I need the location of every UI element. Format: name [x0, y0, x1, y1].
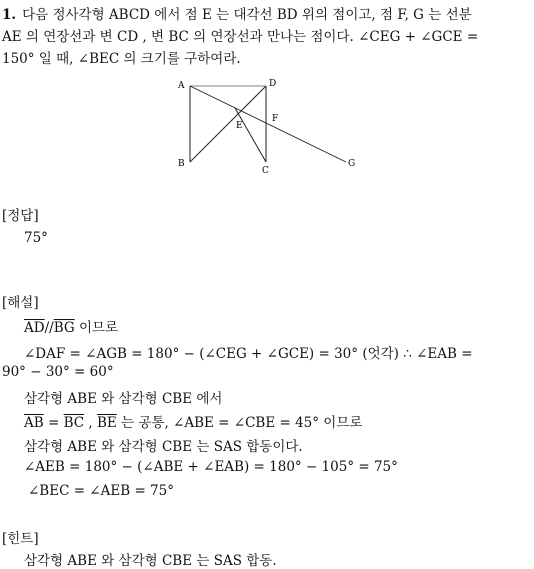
solution-line-5-tail: 는 공통, ∠ABE = ∠CBE = 45° 이므로 [116, 415, 363, 431]
solution-line-3: 90° − 30° = 60° [2, 364, 114, 380]
problem-line-2: AE 의 연장선과 변 CD , 변 BC 의 연장선과 만나는 점이다. ∠CEG + ∠GCE = [2, 29, 479, 45]
label-g: G [348, 159, 356, 169]
diagonal-bd [190, 86, 266, 162]
problem-number: 1. [2, 7, 17, 23]
label-a: A [178, 81, 185, 91]
segment-bg: $\overline{BG}$ [53, 320, 75, 336]
answer-value: 75° [24, 230, 48, 246]
line-ag [190, 86, 346, 162]
solution-line-5 [24, 411, 362, 431]
label-d: D [269, 79, 277, 89]
segment-ab: $\overline{AB}$ [24, 415, 44, 431]
solution-line-7: ∠AEB = 180° − (∠ABE + ∠EAB) = 180° − 105° = 75° [24, 459, 398, 475]
hint-text: 삼각형 ABE 와 삼각형 CBE 는 SAS 합동. [24, 553, 277, 569]
problem-line-1 [2, 4, 530, 26]
solution-line-1-tail: 이므로 [74, 320, 119, 336]
problem-text-1: 다음 정사각형 ABCD 에서 점 E 는 대각선 BD 위의 점이고, 점 F, G 는 선분 [22, 7, 472, 23]
answer-label: [정답] [2, 208, 39, 224]
problem-line-3: 150° 일 때, ∠BEC 의 크기를 구하여라. [2, 51, 241, 67]
segment-ec [235, 108, 266, 162]
label-b: B [178, 159, 185, 169]
label-c: C [262, 166, 269, 176]
solution-line-2: ∠DAF = ∠AGB = 180° − (∠CEG + ∠GCE) = 30° (엇각) ∴ ∠EAB = [24, 346, 473, 362]
segment-be: $\overline{BE}$ [96, 415, 117, 431]
label-e: E [236, 121, 243, 131]
solution-label: [해설] [2, 295, 39, 311]
segment-bc: $\overline{BC}$ [63, 415, 85, 431]
label-f: F [272, 114, 279, 124]
geometry-figure [168, 74, 368, 184]
hint-label: [힌트] [2, 531, 39, 547]
solution-line-4: 삼각형 ABE 와 삼각형 CBE 에서 [24, 391, 223, 407]
solution-line-1 [24, 316, 118, 336]
solution-line-8: ∠BEC = ∠AEB = 75° [28, 483, 174, 499]
problem-statement [2, 4, 530, 70]
segment-ad: $\overline{AD}$ [24, 320, 45, 336]
parallel-symbol: // [44, 320, 54, 336]
comma: , [84, 415, 97, 431]
equals-symbol: = [43, 415, 64, 431]
solution-line-6: 삼각형 ABE 와 삼각형 CBE 는 SAS 합동이다. [24, 439, 303, 455]
